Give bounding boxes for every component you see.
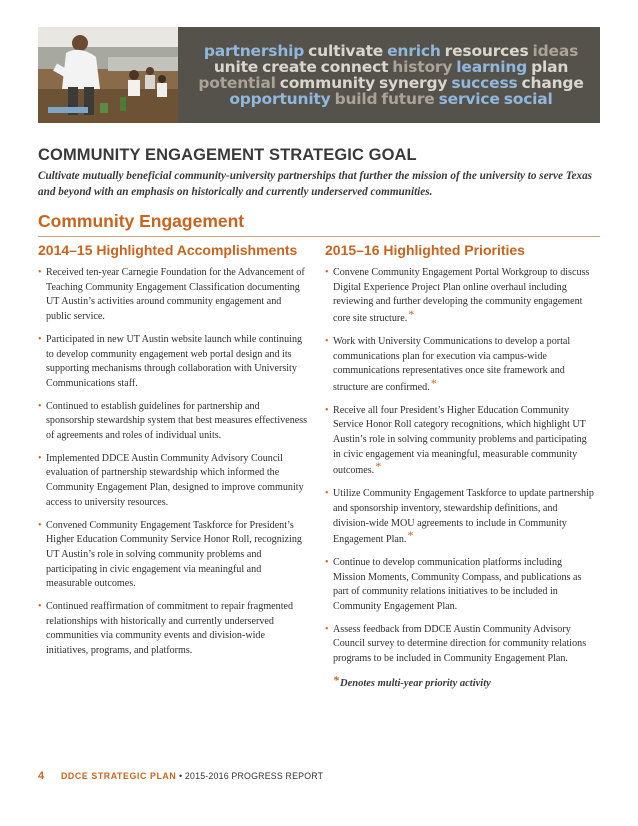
word-cloud-word: cultivate [308,42,384,60]
word-cloud-line [188,43,594,59]
accomplishments-column [38,242,308,667]
priorities-column [325,242,595,690]
word-cloud-word: synergy [378,74,448,92]
list-item-text: Continued to establish guidelines for partnership and sponsorship stewardship system that best measures effectiveness of agreements and roles of individual units. [46,400,308,442]
word-cloud-word: enrich [387,42,441,60]
section-divider [38,236,600,237]
list-item [38,600,308,659]
list-item-text: Participated in new UT Austin website launch while continuing to develop community engagement web portal design and its supporting mechanisms through collaboration with University Communications staff. [46,333,303,389]
bullet-icon: • [325,335,329,347]
priorities-list [325,266,595,667]
word-cloud-word: create [262,58,317,76]
list-item [38,519,308,593]
word-cloud-word: future [381,90,435,108]
word-cloud-line [188,59,594,75]
word-cloud-word: social [503,90,553,108]
list-item-text: Utilize Community Engagement Taskforce to update partnership and sponsorship inventory, stewardship definitions, and division-wide MOU agreements to include in Community Engagement Plan. [333,488,594,546]
bullet-icon: • [38,267,42,278]
star-marker: * [408,307,415,322]
volunteers-garden-photo [38,27,178,123]
word-cloud-word: service [438,90,500,108]
bullet-icon: • [38,400,42,412]
word-cloud-word: change [521,74,584,92]
list-item-text: Continue to develop communication platforms including Mission Moments, Community Compass, and publications as part of community relations initiatives to be included in Community Engagement Plan. [333,556,582,613]
list-item [38,333,308,392]
goal-title: COMMUNITY ENGAGEMENT STRATEGIC GOAL [38,146,417,164]
priorities-title: 2015–16 Highlighted Priorities [325,242,525,258]
word-cloud-word: success [451,74,518,92]
bullet-icon: • [325,556,329,568]
star-marker: * [375,459,382,474]
word-cloud-word: opportunity [229,90,331,108]
bullet-icon: • [325,488,329,500]
list-item [38,400,308,444]
report-subtitle: 2015-2016 PROGRESS REPORT [184,771,324,781]
word-cloud-word: history [392,58,453,76]
page-footer [38,770,323,782]
star-marker: * [407,528,414,543]
list-item-text: Receive all four President’s Higher Education Community Service Honor Roll category recognitions, which highlight UT Austin’s role in solving community problems and participating in civic engagement via meaningful, measurable community outcomes. [333,404,587,477]
bullet-icon: • [38,601,42,613]
list-item-text: Assess feedback from DDCE Austin Community Advisory Council survey to determine direction for community relations programs to be included in Community Engagement Plan. [333,623,587,665]
list-item [325,623,595,667]
list-item [325,266,595,327]
list-item [325,404,595,480]
bullet-icon: • [38,333,42,345]
star-marker: * [333,672,339,687]
list-item-text: Received ten-year Carnegie Foundation for the Advancement of Teaching Community Engagement Classification documenting UT Austin’s activities around community engagement and public service. [46,267,305,323]
multi-year-note [333,672,595,690]
word-cloud-line [188,91,594,107]
bullet-icon: • [325,404,329,416]
list-item [325,556,595,615]
photo-illustration [38,27,178,123]
accomplishments-title: 2014–15 Highlighted Accomplishments [38,242,298,258]
section-title: Community Engagement [38,211,245,231]
list-item-text: Convene Community Engagement Portal Workgroup to discuss Digital Experience Project Plan online overhaul including reviewing and further developing the community engagement core site structure. [333,267,590,325]
list-item [325,487,595,548]
word-cloud-word: resources [444,42,529,60]
multi-year-note-text: Denotes multi-year priority activity [340,677,491,689]
word-cloud-word: ideas [532,42,579,60]
word-cloud-line [188,75,594,91]
bullet-icon: • [325,623,329,635]
goal-statement: Cultivate mutually beneficial community-university partnerships that further the mission of the university to serve Texas and beyond with an emphasis on historically and currently underserved communities. [38,170,593,198]
list-item [38,266,308,325]
bullet-icon: • [325,267,329,278]
header-banner [38,27,600,123]
bullet-icon: • [38,452,42,464]
word-cloud-word: learning [456,58,528,76]
word-cloud-word: partnership [203,42,305,60]
bullet-icon: • [38,519,42,531]
word-cloud-word: connect [320,58,389,76]
list-item-text: Work with University Communications to develop a portal communications plan for execution via campus-wide communications representatives once site framework and structure are confirmed. [333,335,571,393]
word-cloud-word: unite [213,58,259,76]
list-item [38,452,308,511]
word-cloud [178,27,600,123]
report-name: DDCE STRATEGIC PLAN [60,771,177,781]
list-item-text: Continued reaffirmation of commitment to repair fragmented relationships with historically and currently underserved communities via community events and division-wide initiatives, programs, and platforms. [46,601,294,657]
word-cloud-word: potential [198,74,276,92]
word-cloud-word: build [334,90,378,108]
star-marker: * [430,375,437,390]
word-cloud-word: plan [531,58,569,76]
list-item [325,335,595,396]
list-item-text: Convened Community Engagement Taskforce for President’s Higher Education Community Service Honor Roll, recognizing UT Austin’s role in solving community problems and participating in civic engagement via meaningful and measurable outcomes. [46,519,302,590]
word-cloud-word: community [279,74,375,92]
list-item-text: Implemented DDCE Austin Community Advisory Council evaluation of partnership stewardship which informed the Community Engagement Plan, designed to improve community access to university resources. [46,452,304,508]
page-number: 4 [38,770,45,782]
footer-separator: • [178,771,183,781]
accomplishments-list [38,266,308,659]
